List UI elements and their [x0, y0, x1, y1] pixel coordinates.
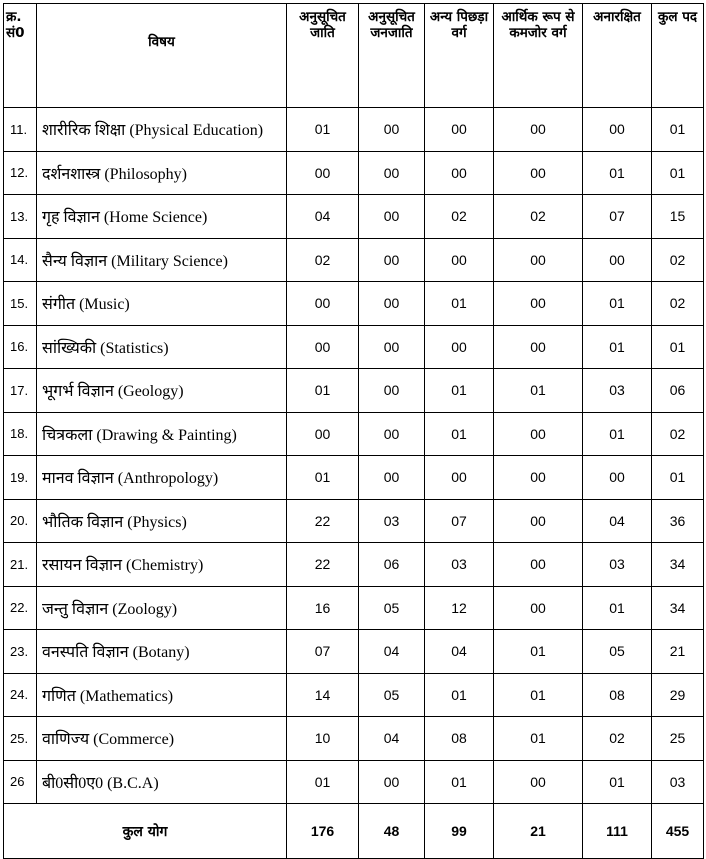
table-row [4, 717, 704, 761]
table-row [4, 108, 704, 152]
row-ews: 00 [494, 412, 583, 456]
row-ews: 00 [494, 108, 583, 152]
table-row [4, 630, 704, 674]
row-index: 15. [4, 282, 37, 326]
row-subject: वाणिज्य (Commerce) [37, 717, 287, 761]
row-index: 26 [4, 760, 37, 804]
row-subject: वनस्पति विज्ञान (Botany) [37, 630, 287, 674]
row-subject: भूगर्भ विज्ञान (Geology) [37, 369, 287, 413]
row-subject: भौतिक विज्ञान (Physics) [37, 499, 287, 543]
header-st: अनुसूचित जनजाति [359, 4, 425, 108]
row-sc: 22 [287, 543, 359, 587]
row-ews: 00 [494, 760, 583, 804]
table-row [4, 673, 704, 717]
row-sc: 04 [287, 195, 359, 239]
row-st: 06 [359, 543, 425, 587]
row-obc: 00 [425, 108, 494, 152]
row-sc: 01 [287, 108, 359, 152]
row-subject: जन्तु विज्ञान (Zoology) [37, 586, 287, 630]
row-sc: 10 [287, 717, 359, 761]
row-sc: 22 [287, 499, 359, 543]
row-total: 02 [652, 282, 704, 326]
row-obc: 01 [425, 282, 494, 326]
row-ews: 00 [494, 456, 583, 500]
row-total: 34 [652, 586, 704, 630]
row-sc: 01 [287, 760, 359, 804]
row-unreserved: 00 [583, 108, 652, 152]
table-row [4, 282, 704, 326]
row-total: 02 [652, 412, 704, 456]
row-subject: सांख्यिकी (Statistics) [37, 325, 287, 369]
row-unreserved: 05 [583, 630, 652, 674]
row-sc: 07 [287, 630, 359, 674]
row-total: 34 [652, 543, 704, 587]
row-obc: 00 [425, 325, 494, 369]
row-total: 01 [652, 456, 704, 500]
row-index: 20. [4, 499, 37, 543]
row-unreserved: 03 [583, 543, 652, 587]
row-ews: 00 [494, 282, 583, 326]
row-sc: 00 [287, 151, 359, 195]
totals-st: 48 [359, 804, 425, 859]
row-sc: 01 [287, 369, 359, 413]
row-index: 11. [4, 108, 37, 152]
row-subject: सैन्य विज्ञान (Military Science) [37, 238, 287, 282]
row-index: 14. [4, 238, 37, 282]
row-obc: 01 [425, 412, 494, 456]
row-obc: 01 [425, 760, 494, 804]
row-unreserved: 01 [583, 282, 652, 326]
row-obc: 02 [425, 195, 494, 239]
row-obc: 04 [425, 630, 494, 674]
row-total: 36 [652, 499, 704, 543]
row-obc: 12 [425, 586, 494, 630]
row-st: 00 [359, 456, 425, 500]
totals-unreserved: 111 [583, 804, 652, 859]
row-index: 19. [4, 456, 37, 500]
row-unreserved: 01 [583, 586, 652, 630]
row-st: 00 [359, 325, 425, 369]
row-unreserved: 02 [583, 717, 652, 761]
row-index: 13. [4, 195, 37, 239]
table-row [4, 151, 704, 195]
row-ews: 00 [494, 543, 583, 587]
table-row [4, 238, 704, 282]
row-index: 23. [4, 630, 37, 674]
row-unreserved: 01 [583, 151, 652, 195]
totals-row [4, 804, 704, 859]
header-sc: अनुसूचित जाति [287, 4, 359, 108]
table-row [4, 412, 704, 456]
totals-sc: 176 [287, 804, 359, 859]
row-st: 00 [359, 760, 425, 804]
row-st: 00 [359, 369, 425, 413]
header-index: क्र. सं0 [4, 4, 37, 108]
row-total: 29 [652, 673, 704, 717]
row-total: 02 [652, 238, 704, 282]
row-subject: मानव विज्ञान (Anthropology) [37, 456, 287, 500]
table-row [4, 456, 704, 500]
row-subject: रसायन विज्ञान (Chemistry) [37, 543, 287, 587]
row-unreserved: 01 [583, 412, 652, 456]
row-st: 00 [359, 282, 425, 326]
header-obc: अन्य पिछड़ा वर्ग [425, 4, 494, 108]
row-unreserved: 03 [583, 369, 652, 413]
row-obc: 01 [425, 369, 494, 413]
totals-label: कुल योग [4, 804, 287, 859]
row-total: 06 [652, 369, 704, 413]
row-index: 22. [4, 586, 37, 630]
row-st: 00 [359, 151, 425, 195]
row-sc: 00 [287, 282, 359, 326]
row-ews: 00 [494, 238, 583, 282]
row-ews: 01 [494, 717, 583, 761]
table-row [4, 760, 704, 804]
row-index: 25. [4, 717, 37, 761]
row-obc: 01 [425, 673, 494, 717]
totals-ews: 21 [494, 804, 583, 859]
header-row [4, 4, 704, 108]
row-subject: गृह विज्ञान (Home Science) [37, 195, 287, 239]
row-obc: 00 [425, 456, 494, 500]
row-subject: शारीरिक शिक्षा (Physical Education) [37, 108, 287, 152]
row-obc: 08 [425, 717, 494, 761]
row-total: 15 [652, 195, 704, 239]
row-subject: गणित (Mathematics) [37, 673, 287, 717]
header-ews: आर्थिक रूप से कमजोर वर्ग [494, 4, 583, 108]
header-subject: विषय [37, 4, 287, 108]
row-index: 17. [4, 369, 37, 413]
row-obc: 03 [425, 543, 494, 587]
row-sc: 00 [287, 412, 359, 456]
row-ews: 00 [494, 499, 583, 543]
row-index: 21. [4, 543, 37, 587]
row-st: 03 [359, 499, 425, 543]
header-unreserved: अनारक्षित [583, 4, 652, 108]
totals-obc: 99 [425, 804, 494, 859]
table-row [4, 499, 704, 543]
row-obc: 00 [425, 238, 494, 282]
table-row [4, 369, 704, 413]
row-sc: 14 [287, 673, 359, 717]
row-st: 00 [359, 412, 425, 456]
row-total: 01 [652, 151, 704, 195]
row-unreserved: 01 [583, 760, 652, 804]
row-unreserved: 01 [583, 325, 652, 369]
posts-table [3, 3, 704, 859]
row-total: 25 [652, 717, 704, 761]
row-total: 03 [652, 760, 704, 804]
table-row [4, 543, 704, 587]
row-sc: 00 [287, 325, 359, 369]
row-ews: 01 [494, 673, 583, 717]
row-ews: 00 [494, 325, 583, 369]
row-total: 01 [652, 325, 704, 369]
row-st: 00 [359, 238, 425, 282]
row-sc: 16 [287, 586, 359, 630]
row-st: 00 [359, 195, 425, 239]
row-subject: चित्रकला (Drawing & Painting) [37, 412, 287, 456]
row-index: 24. [4, 673, 37, 717]
row-subject: संगीत (Music) [37, 282, 287, 326]
row-ews: 01 [494, 369, 583, 413]
totals-total: 455 [652, 804, 704, 859]
row-index: 18. [4, 412, 37, 456]
row-obc: 07 [425, 499, 494, 543]
row-sc: 01 [287, 456, 359, 500]
table-row [4, 325, 704, 369]
table-row [4, 195, 704, 239]
row-ews: 00 [494, 586, 583, 630]
row-obc: 00 [425, 151, 494, 195]
table-row [4, 586, 704, 630]
row-st: 05 [359, 586, 425, 630]
row-st: 04 [359, 630, 425, 674]
row-unreserved: 07 [583, 195, 652, 239]
row-ews: 00 [494, 151, 583, 195]
row-st: 00 [359, 108, 425, 152]
row-ews: 01 [494, 630, 583, 674]
row-unreserved: 00 [583, 238, 652, 282]
row-index: 12. [4, 151, 37, 195]
row-ews: 02 [494, 195, 583, 239]
row-unreserved: 04 [583, 499, 652, 543]
row-index: 16. [4, 325, 37, 369]
row-unreserved: 08 [583, 673, 652, 717]
row-unreserved: 00 [583, 456, 652, 500]
row-total: 01 [652, 108, 704, 152]
row-st: 05 [359, 673, 425, 717]
row-subject: दर्शनशास्त्र (Philosophy) [37, 151, 287, 195]
row-total: 21 [652, 630, 704, 674]
header-total: कुल पद [652, 4, 704, 108]
row-sc: 02 [287, 238, 359, 282]
row-st: 04 [359, 717, 425, 761]
row-subject: बी0सी0ए0 (B.C.A) [37, 760, 287, 804]
